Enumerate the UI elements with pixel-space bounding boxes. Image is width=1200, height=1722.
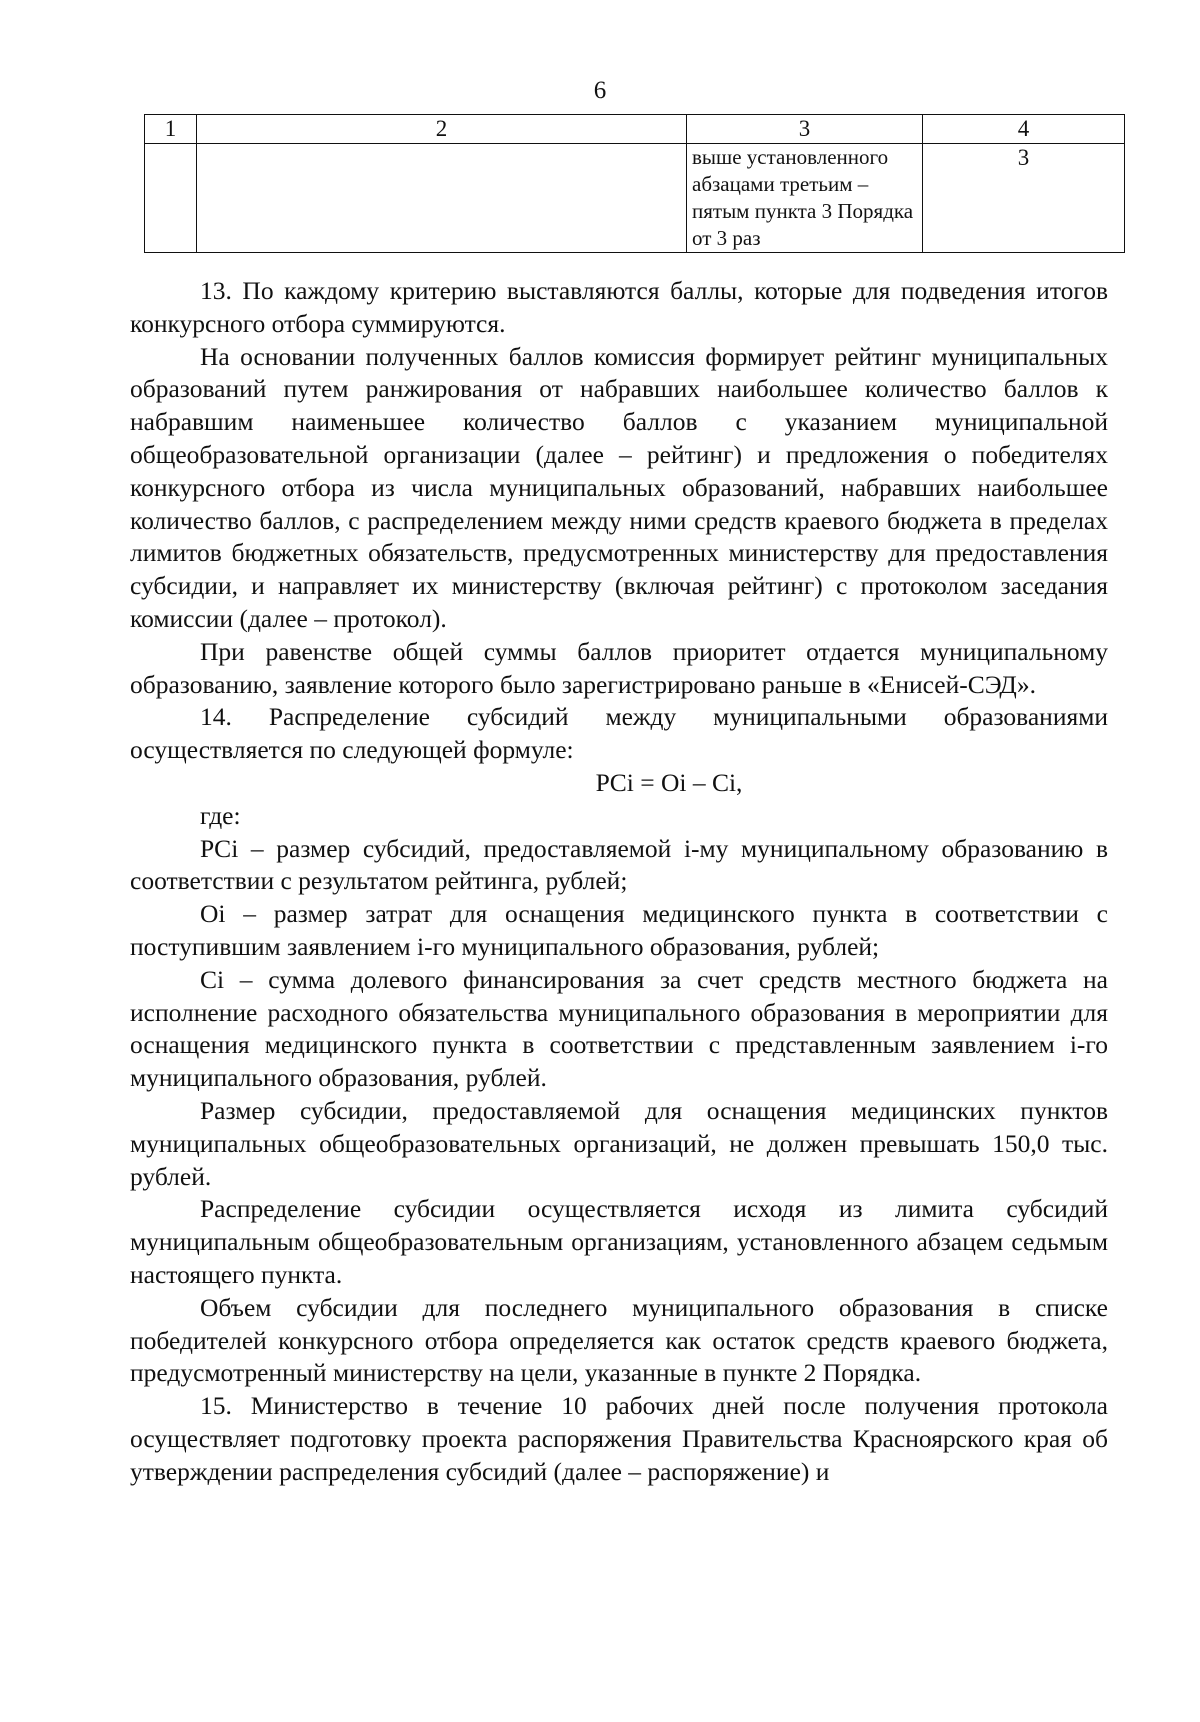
page-number: 6 bbox=[593, 77, 607, 104]
table-cell bbox=[197, 144, 687, 253]
table-header-cell: 2 bbox=[197, 115, 687, 144]
criteria-table bbox=[144, 114, 1125, 253]
paragraph-volume: Объем субсидии для последнего муниципального образования в списке победителей конкурсного отбора определяется как остаток средств краевого бюджета, предусмотренный министерству на цели, указанные в пункте 2 Порядка. bbox=[130, 1292, 1108, 1388]
paragraph-13-rating: На основании полученных баллов комиссия формирует рейтинг муниципальных образований путем ранжирования от набравших наибольшее количество баллов к набравшим наименьшее количество баллов с указанием муниципальной общеобразовательной организации (далее – рейтинг) и предложения о победителях конкурсного отбора из числа муниципальных образований, набравших наибольшее количество баллов, с распределением между ними средств краевого бюджета в пределах лимитов бюджетных обязательств, предусмотренных министерству для предоставления субсидии, и направляет их министерству (включая рейтинг) с протоколом заседания комиссии (далее – протокол). bbox=[130, 341, 1108, 633]
table-header-cell: 3 bbox=[687, 115, 923, 144]
table-header-cell: 4 bbox=[923, 115, 1125, 144]
definition-oi: Oi – размер затрат для оснащения медицинского пункта в соответствии с поступившим заявлением i-го муниципального образования, рублей; bbox=[130, 899, 1108, 961]
table-cell: 3 bbox=[923, 144, 1125, 253]
table-header-cell: 1 bbox=[145, 115, 197, 144]
paragraph-13: 13. По каждому критерию выставляются баллы, которые для подведения итогов конкурсного отбора суммируются. bbox=[130, 276, 1108, 338]
table-cell bbox=[145, 144, 197, 253]
table-row bbox=[145, 144, 1125, 253]
paragraph-14: 14. Распределение субсидий между муниципальными образованиями осуществляется по следующей формуле: bbox=[130, 702, 1108, 765]
table-header-row bbox=[145, 115, 1125, 144]
paragraph-15: 15. Министерство в течение 10 рабочих дней после получения протокола осуществляет подготовку проекта распоряжения Правительства Красноярского края об утверждении распределения субсидий (далее – распоряжение) и bbox=[130, 1391, 1108, 1486]
definition-ci: Ci – сумма долевого финансирования за счет средств местного бюджета на исполнение расходного обязательства муниципального образования в мероприятии для оснащения медицинского пункта в соответствии с представленным заявлением i-го муниципального образования, рублей. bbox=[130, 964, 1108, 1093]
formula-where: где: bbox=[200, 800, 241, 830]
document-body bbox=[130, 275, 1108, 1488]
paragraph-13-priority: При равенстве общей суммы баллов приоритет отдается муниципальному образованию, заявление которого было зарегистрировано раньше в «Енисей-СЭД». bbox=[130, 636, 1108, 699]
paragraph-subsidy-size: Размер субсидии, предоставляемой для оснащения медицинских пунктов муниципальных общеобразовательных организаций, не должен превышать 150,0 тыс. рублей. bbox=[130, 1095, 1108, 1191]
formula: PCi = Oi – Ci, bbox=[595, 767, 743, 797]
table-cell: выше установленного абзацами третьим – пятым пункта 3 Порядка от 3 раз bbox=[687, 144, 923, 253]
paragraph-distribution: Распределение субсидии осуществляется исходя из лимита субсидий муниципальным общеобразовательным организациям, установленного абзацем седьмым настоящего пункта. bbox=[130, 1194, 1108, 1289]
definition-pci: PCi – размер субсидий, предоставляемой i-му муниципальному образованию в соответствии с результатом рейтинга, рублей; bbox=[130, 833, 1108, 896]
